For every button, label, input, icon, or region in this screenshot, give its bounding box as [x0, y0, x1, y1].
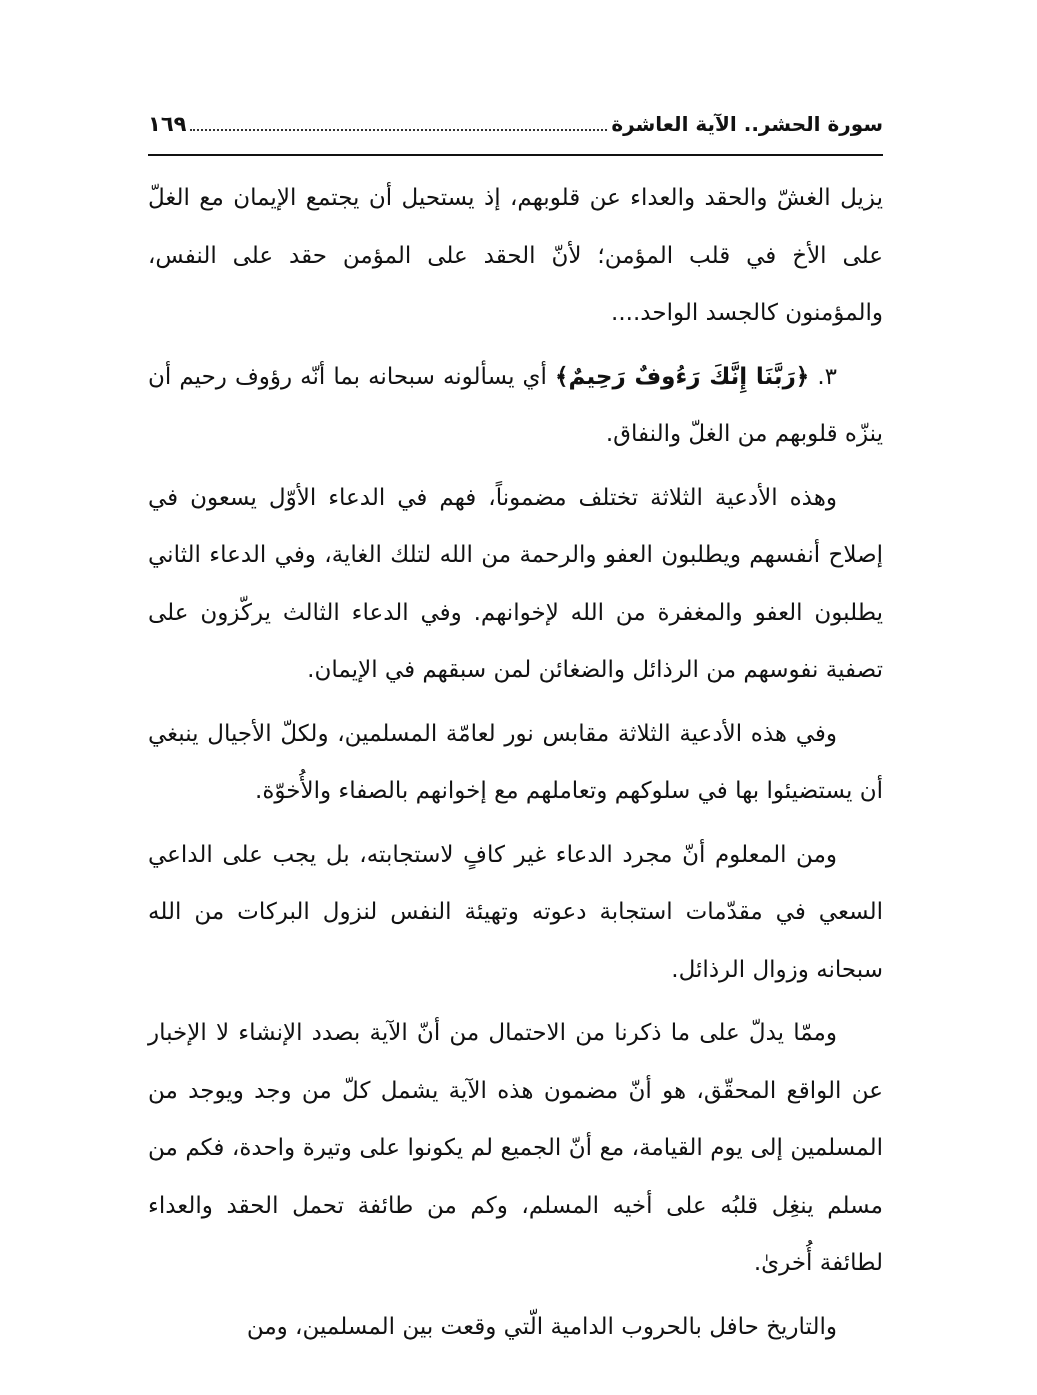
- paragraph-2: [148, 349, 883, 464]
- paragraph-text: والتاريخ حافل بالحروب الدامية الّتي وقعت بين المسلمين، ومن: [246, 1313, 837, 1340]
- paragraph-text: أي يسألونه سبحانه بما أنّه رؤوف رحيم أن ينزّه قلوبهم من الغلّ والنفاق.: [148, 363, 883, 447]
- paragraph-text: وفي هذه الأدعية الثلاثة مقابس نور لعامّة المسلمين، ولكلّ الأجيال ينبغي أن يستضيئوا بها في سلوكهم وتعاملهم مع إخوانهم بالصفاء والأُخوّة.: [148, 720, 883, 804]
- book-page: [148, 112, 883, 1362]
- header-rule: [148, 154, 883, 156]
- paragraph-text: وهذه الأدعية الثلاثة تختلف مضموناً، فهم في الدعاء الأوّل يسعون في إصلاح أنفسهم ويطلبون العفو والرحمة من الله لتلك الغاية، وفي الدعاء الثاني يطلبون العفو والمغفرة من الله لإخوانهم. وفي الدعاء الثالث يركّزون على تصفية نفوسهم من الرذائل والضغائن لمن سبقهم في الإيمان.: [148, 484, 883, 683]
- chapter-title: سورة الحشر.. الآية العاشرة: [611, 112, 883, 136]
- page-number: ١٦٩: [148, 112, 187, 136]
- running-header: [148, 112, 883, 148]
- paragraph-text: ومن المعلوم أنّ مجرد الدعاء غير كافٍ لاستجابته، بل يجب على الداعي السعي في مقدّمات استجابة دعوته وتهيئة النفس لنزول البركات من الله سبحانه وزوال الرذائل.: [148, 841, 883, 983]
- page-body: [148, 170, 883, 1356]
- paragraph-text: وممّا يدلّ على ما ذكرنا من الاحتمال من أنّ الآية بصدد الإنشاء لا الإخبار عن الواقع المحقّق، هو أنّ مضمون هذه الآية يشمل كلّ من وجد ويوجد من المسلمين إلى يوم القيامة، مع أنّ الجميع لم يكونوا على وتيرة واحدة، فكم من مسلم ينغِل قلبُه على أخيه المسلم، وكم من طائفة تحمل الحقد والعداء لطائفة أُخرىٰ.: [148, 1020, 883, 1276]
- paragraph-1: [148, 170, 883, 343]
- paragraph-3: [148, 470, 883, 700]
- paragraph-7: [148, 1299, 883, 1357]
- quran-verse: ﴿رَبَّنَا إِنَّكَ رَءُوفٌ رَحِيمٌ﴾: [555, 363, 810, 390]
- paragraph-5: [148, 827, 883, 1000]
- header-dot-leader: [190, 115, 607, 131]
- paragraph-6: [148, 1005, 883, 1293]
- item-number: ٣.: [817, 363, 838, 390]
- paragraph-text: يزيل الغشّ والحقد والعداء عن قلوبهم، إذ يستحيل أن يجتمع الإيمان مع الغلّ على الأخ في قلب المؤمن؛ لأنّ الحقد على المؤمن حقد على النفس، والمؤمنون كالجسد الواحد....: [148, 185, 883, 326]
- paragraph-4: [148, 706, 883, 821]
